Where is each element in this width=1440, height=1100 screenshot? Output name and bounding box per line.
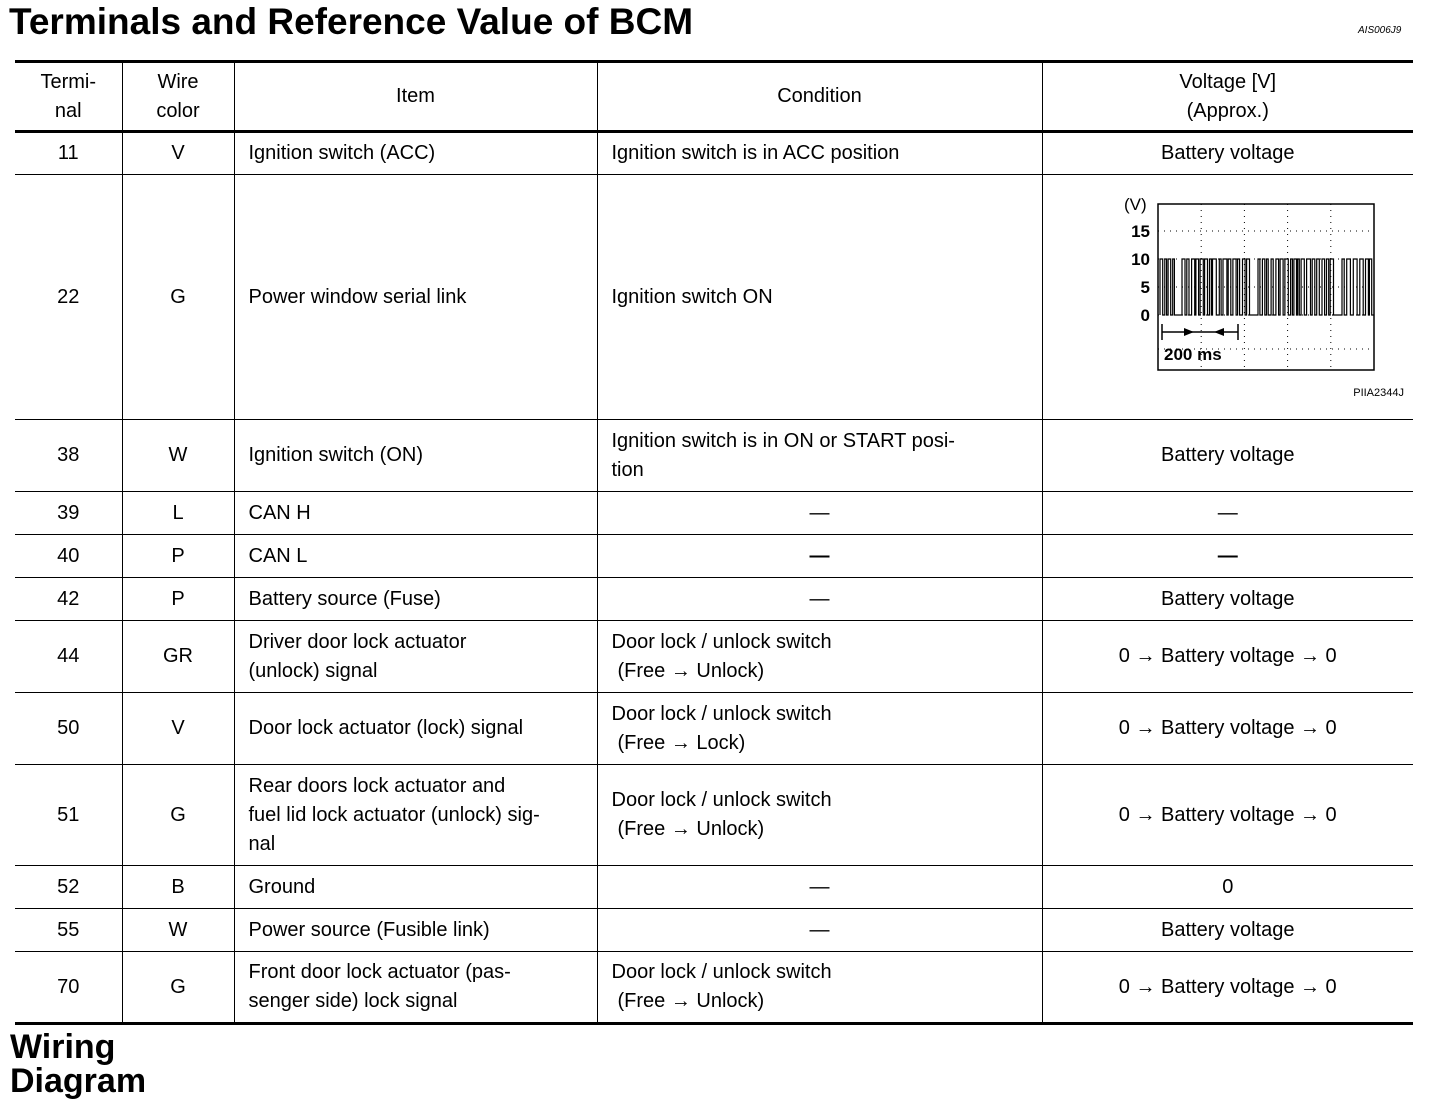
condition-line: Door lock / unlock switch — [611, 630, 832, 653]
document-id: AIS006J9 — [1358, 25, 1402, 36]
item-cell — [234, 909, 597, 952]
condition-line: — — [809, 587, 830, 610]
condition-cell — [597, 693, 1042, 765]
condition-line: Ignition switch is in ACC position — [611, 142, 900, 164]
voltage-cell: Battery voltage — [1042, 132, 1413, 175]
table-row — [15, 952, 1413, 1024]
terminal-cell: 51 — [57, 803, 80, 826]
y-tick-label: 15 — [1130, 221, 1150, 241]
item-cell — [234, 420, 597, 492]
time-scale-arrow-right — [1184, 328, 1194, 336]
table-header-row — [15, 62, 1413, 132]
item-line: Battery source (Fuse) — [248, 587, 441, 610]
table-row — [15, 492, 1413, 535]
condition-cell — [597, 621, 1042, 693]
table-row — [15, 132, 1413, 175]
condition-cell — [597, 578, 1042, 621]
condition-cell — [597, 909, 1042, 952]
bcm-terminal-table — [15, 60, 1413, 1025]
header-wire-line1: Wire — [157, 70, 199, 93]
condition-line: (Free → Unlock) — [617, 990, 765, 1012]
terminal-cell: 55 — [57, 918, 80, 941]
item-line: (unlock) signal — [248, 659, 378, 682]
item-line: Rear doors lock actuator and — [248, 774, 506, 797]
y-tick-label: 0 — [1140, 305, 1150, 325]
terminal-cell: 42 — [57, 587, 80, 610]
condition-line: — — [809, 544, 830, 567]
terminal-cell: 52 — [57, 875, 80, 898]
table-row — [15, 578, 1413, 621]
item-line: Power window serial link — [248, 285, 467, 308]
condition-line: (Free → Unlock) — [617, 659, 765, 682]
next-section-heading-fragment — [10, 1028, 160, 1100]
item-line: Front door lock actuator (pas- — [248, 961, 511, 983]
voltage-cell: 0 → Battery voltage → 0 — [1042, 621, 1413, 693]
y-tick-label: 10 — [1130, 249, 1150, 269]
header-voltage-line2: (Approx.) — [1186, 99, 1269, 122]
condition-cell — [597, 132, 1042, 175]
voltage-cell: 0 → Battery voltage → 0 — [1042, 765, 1413, 866]
terminal-cell: 44 — [57, 645, 80, 667]
voltage-cell: Battery voltage — [1042, 909, 1413, 952]
item-cell — [234, 132, 597, 175]
time-scale-arrow-left — [1214, 328, 1224, 336]
condition-cell — [597, 765, 1042, 866]
voltage-cell: 0 → Battery voltage → 0 — [1042, 952, 1413, 1024]
figure-id: PIIA2344J — [1352, 386, 1404, 399]
header-item: Item — [234, 62, 597, 132]
item-line: Ground — [248, 875, 316, 898]
serial-link-waveform — [1078, 190, 1404, 405]
terminal-cell: 11 — [57, 142, 79, 164]
item-line: nal — [248, 832, 276, 855]
wire-color-cell: L — [122, 492, 234, 535]
condition-line: Door lock / unlock switch — [611, 789, 832, 811]
header-terminal — [15, 62, 122, 132]
table-row — [15, 693, 1413, 765]
voltage-cell: 0 — [1042, 866, 1413, 909]
condition-line: Door lock / unlock switch — [611, 702, 832, 725]
terminal-cell: 50 — [57, 717, 80, 739]
terminal-cell: 70 — [57, 975, 80, 998]
condition-line: — — [809, 875, 830, 898]
condition-line: — — [809, 918, 830, 941]
item-cell — [234, 578, 597, 621]
item-cell — [234, 621, 597, 693]
wire-color-cell: W — [122, 420, 234, 492]
item-cell — [234, 492, 597, 535]
wire-color-cell: V — [122, 132, 234, 175]
wire-color-cell: P — [122, 535, 234, 578]
voltage-cell: Battery voltage — [1042, 578, 1413, 621]
wire-color-cell: G — [122, 765, 234, 866]
condition-line: Ignition switch is in ON or START posi- — [611, 429, 955, 452]
table-row — [15, 535, 1413, 578]
table-row — [15, 866, 1413, 909]
terminal-cell: 22 — [57, 285, 80, 308]
time-scale-label: 200 ms — [1163, 344, 1222, 364]
condition-line: (Free → Lock) — [617, 731, 746, 754]
condition-cell — [597, 952, 1042, 1024]
terminal-cell: 39 — [57, 501, 80, 524]
header-wire-color — [122, 62, 234, 132]
item-cell — [234, 535, 597, 578]
header-condition: Condition — [597, 62, 1042, 132]
next-section-heading: Wiring Diagram — [10, 1028, 147, 1100]
item-cell — [234, 693, 597, 765]
item-cell — [234, 866, 597, 909]
table-row — [15, 765, 1413, 866]
header-terminal-line2: nal — [54, 99, 82, 122]
item-line: Driver door lock actuator — [248, 630, 467, 653]
condition-line: — — [809, 501, 830, 524]
voltage-cell: 0 → Battery voltage → 0 — [1042, 693, 1413, 765]
terminal-cell: 40 — [57, 544, 80, 567]
header-voltage — [1042, 62, 1413, 132]
item-line: Ignition switch (ON) — [248, 444, 423, 466]
header-terminal-line1: Termi- — [40, 70, 97, 93]
table-row — [15, 621, 1413, 693]
item-line: Ignition switch (ACC) — [248, 142, 436, 164]
condition-line: Ignition switch ON — [611, 285, 773, 308]
voltage-cell: Battery voltage — [1042, 420, 1413, 492]
condition-cell — [597, 535, 1042, 578]
wire-color-cell: V — [122, 693, 234, 765]
wire-color-cell: P — [122, 578, 234, 621]
item-cell — [234, 765, 597, 866]
condition-cell — [597, 866, 1042, 909]
wire-color-cell: G — [122, 175, 234, 420]
waveform-trace — [1160, 259, 1374, 315]
voltage-cell: — — [1042, 492, 1413, 535]
item-line: fuel lid lock actuator (unlock) sig- — [248, 803, 540, 826]
item-line: Power source (Fusible link) — [248, 918, 490, 941]
condition-cell — [597, 175, 1042, 420]
wire-color-cell: W — [122, 909, 234, 952]
item-cell — [234, 952, 597, 1024]
condition-line: (Free → Unlock) — [617, 818, 765, 840]
y-unit-label: (V) — [1123, 194, 1147, 214]
table-row — [15, 175, 1413, 420]
header-wire-line2: color — [156, 99, 200, 122]
page-title: Terminals and Reference Value of BCM — [9, 1, 694, 42]
wire-color-cell: GR — [122, 621, 234, 693]
condition-cell — [597, 492, 1042, 535]
terminal-cell: 38 — [57, 444, 80, 466]
wire-color-cell: B — [122, 866, 234, 909]
table-row — [15, 420, 1413, 492]
item-line: CAN H — [248, 501, 311, 524]
voltage-cell: — — [1042, 535, 1413, 578]
item-line: CAN L — [248, 544, 308, 567]
voltage-waveform-cell — [1042, 175, 1413, 420]
wire-color-cell: G — [122, 952, 234, 1024]
item-line: senger side) lock signal — [248, 990, 458, 1012]
condition-line: Door lock / unlock switch — [611, 961, 832, 983]
item-line: Door lock actuator (lock) signal — [248, 717, 524, 739]
table-row — [15, 909, 1413, 952]
item-cell — [234, 175, 597, 420]
condition-line: tion — [611, 458, 644, 481]
condition-cell — [597, 420, 1042, 492]
y-tick-label: 5 — [1140, 277, 1150, 297]
header-voltage-line1: Voltage [V] — [1179, 70, 1277, 93]
